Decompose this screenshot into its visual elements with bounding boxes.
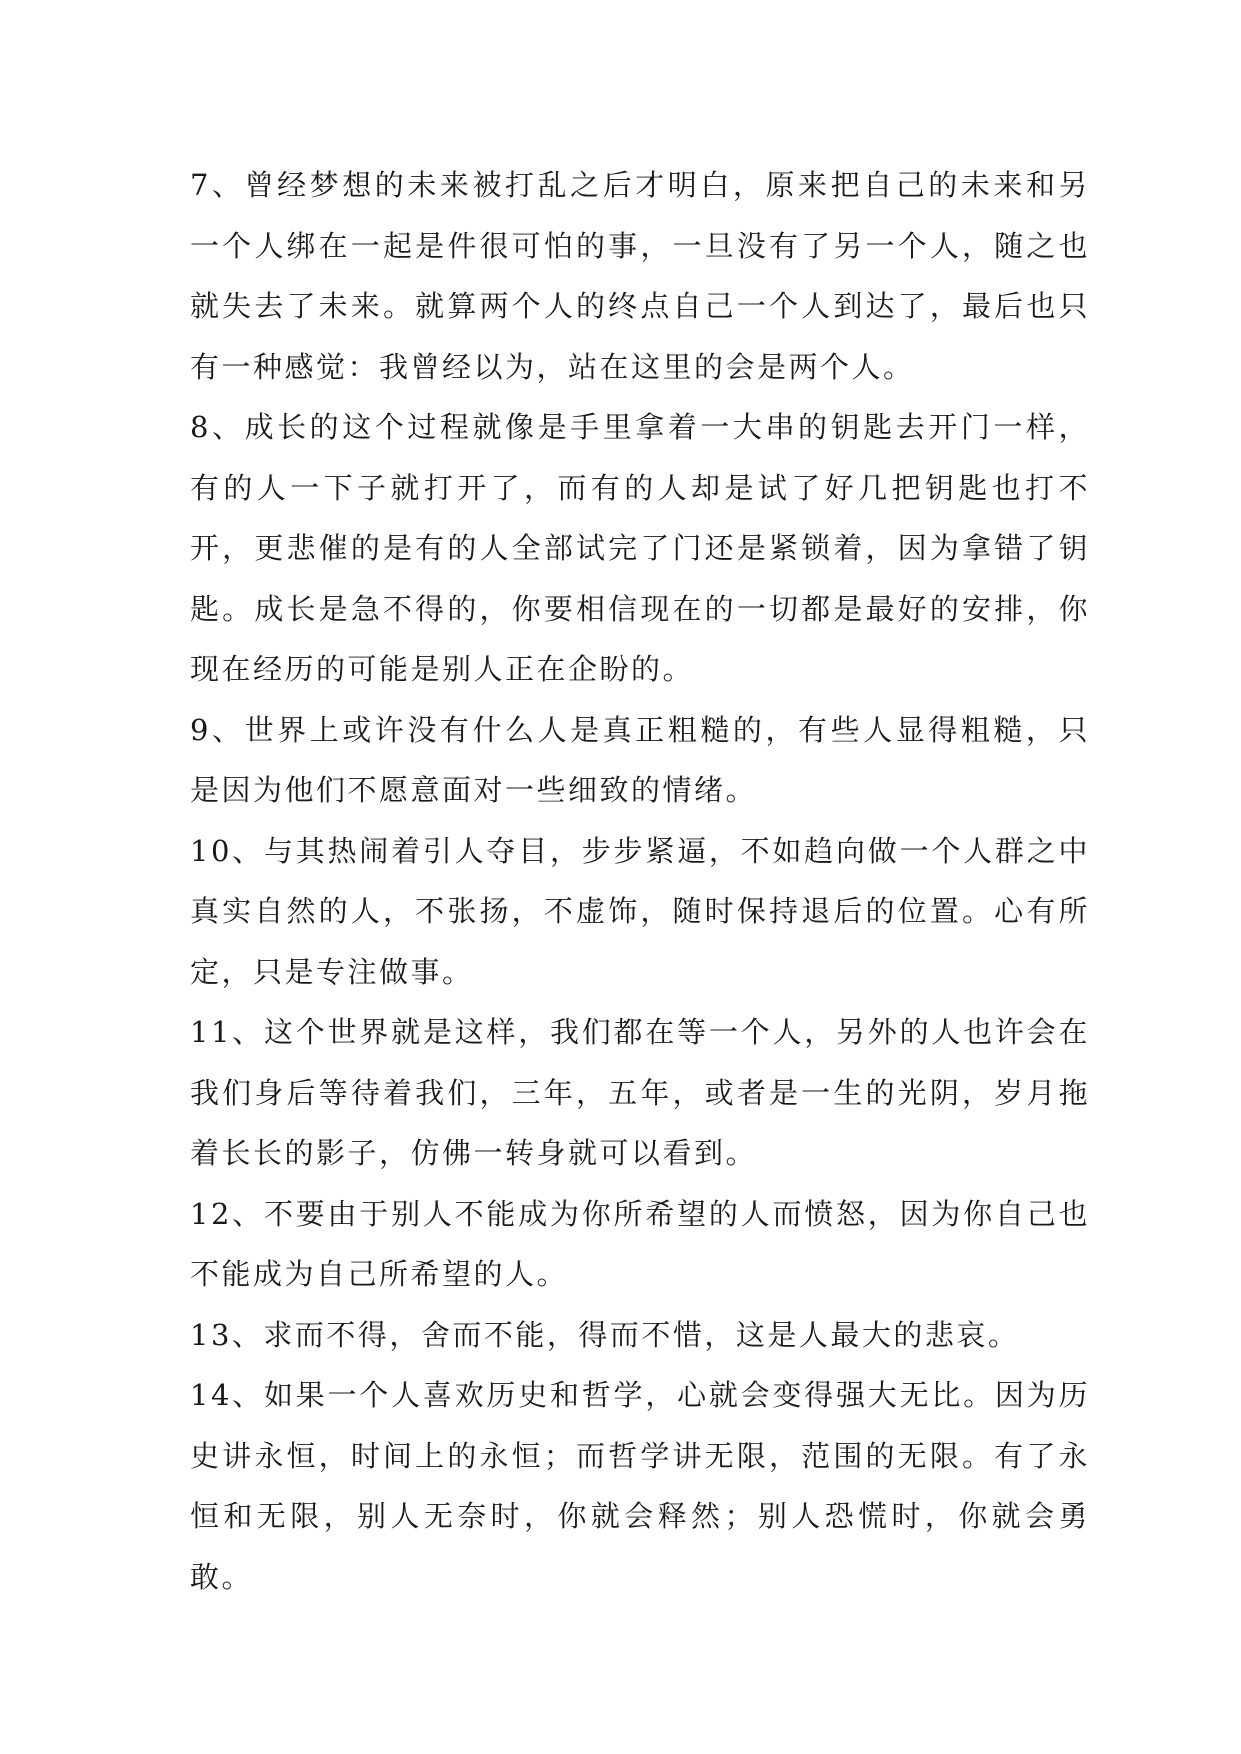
paragraph-9: 9、世界上或许没有什么人是真正粗糙的，有些人显得粗糙，只是因为他们不愿意面对一些细致的情绪。	[190, 712, 1090, 807]
paragraph-10: 10、与其热闹着引人夺目，步步紧逼，不如趋向做一个人群之中真实自然的人，不张扬，不虚饰，随时保持退后的位置。心有所定，只是专注做事。	[190, 833, 1090, 989]
paragraph-11: 11、这个世界就是这样，我们都在等一个人，另外的人也许会在我们身后等待着我们，三年，五年，或者是一生的光阴，岁月拖着长长的影子，仿佛一转身就可以看到。	[190, 1015, 1090, 1170]
paragraph-14: 14、如果一个人喜欢历史和哲学，心就会变得强大无比。因为历史讲永恒，时间上的永恒；而哲学讲无限，范围的无限。有了永恒和无限，别人无奈时，你就会释然；别人恐慌时，你就会勇敢。	[190, 1378, 1090, 1594]
paragraph-12: 12、不要由于别人不能成为你所希望的人而愤怒，因为你自己也不能成为自己所希望的人。	[190, 1196, 1090, 1291]
paragraph-13: 13、求而不得，舍而不能，得而不惜，这是人最大的悲哀。	[190, 1317, 1020, 1352]
paragraph-7: 7、曾经梦想的未来被打乱之后才明白，原来把自己的未来和另一个人绑在一起是件很可怕的事，一旦没有了另一个人，随之也就失去了未来。就算两个人的终点自己一个人到达了，最后也只有一种感觉：我曾经以为，站在这里的会是两个人。	[190, 168, 1090, 384]
document-body	[190, 155, 1090, 1607]
paragraph-8: 8、成长的这个过程就像是手里拿着一大串的钥匙去开门一样，有的人一下子就打开了，而有的人却是试了好几把钥匙也打不开，更悲催的是有的人全部试完了门还是紧锁着，因为拿错了钥匙。成长是急不得的，你要相信现在的一切都是最好的安排，你现在经历的可能是别人正在企盼的。	[190, 410, 1090, 686]
